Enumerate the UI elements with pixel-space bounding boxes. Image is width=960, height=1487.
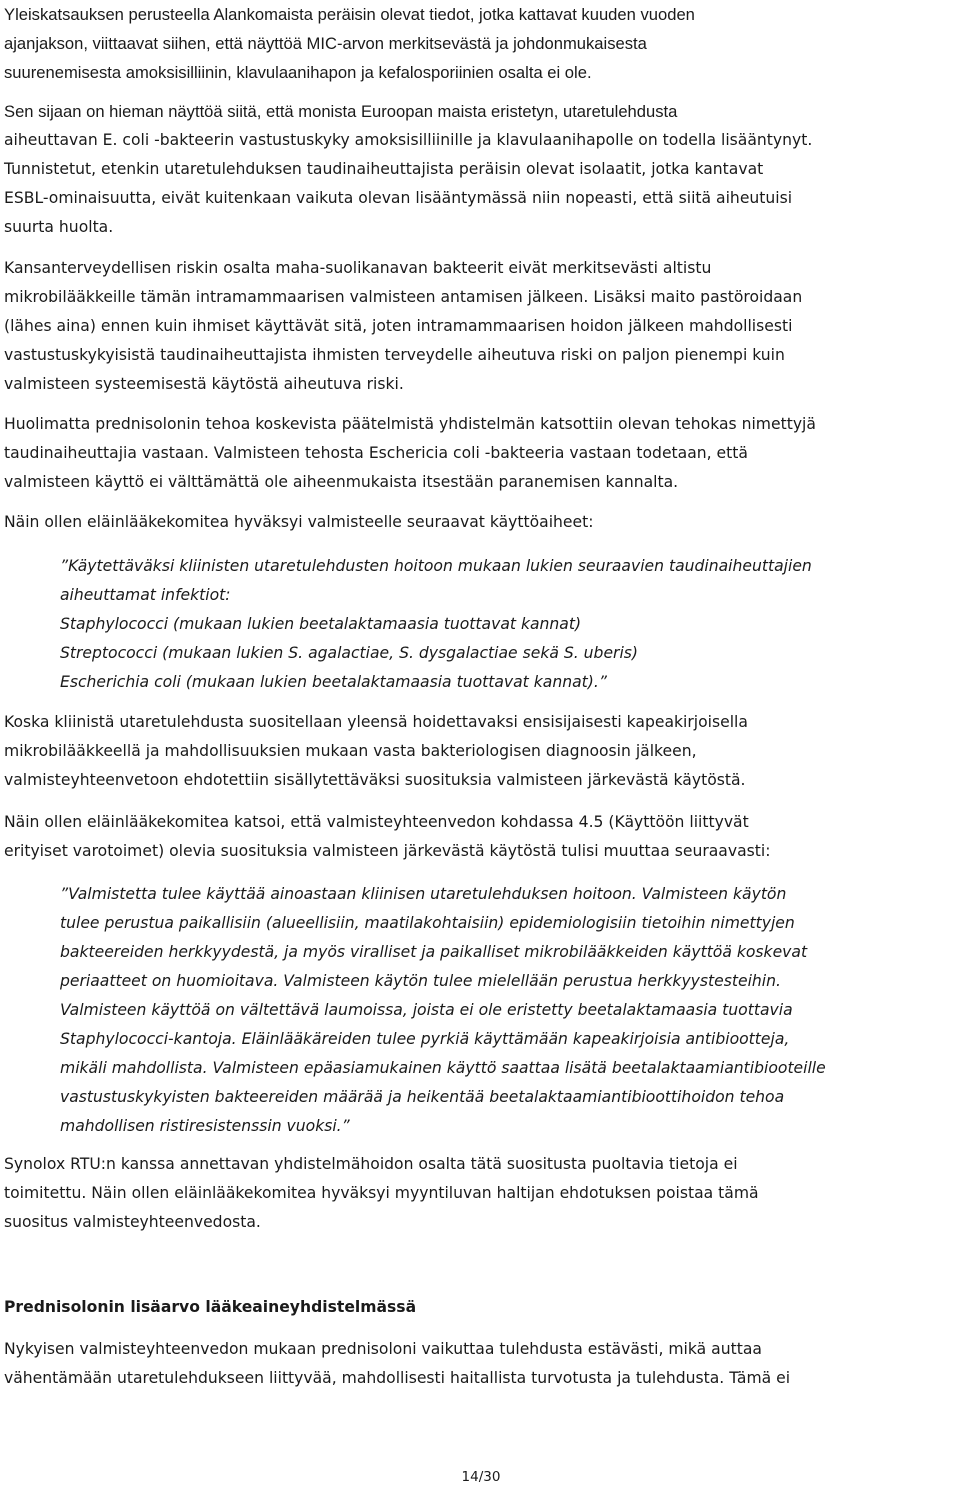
text-line: vähentämään utaretulehdukseen liittyvää, mahdollisesti haitallista turvotusta ja tulehdusta. Tämä ei (4, 1369, 791, 1387)
text-line: aiheuttavan E. coli -bakteerin vastustuskyky amoksisilliinille ja klavulaanihapolle on todella lisääntynyt. (4, 131, 813, 149)
text-line: ”Valmistetta tulee käyttää ainoastaan kliinisen utaretulehduksen hoitoon. Valmisteen käytön (60, 885, 787, 903)
text-line: ”Käytettäväksi kliinisten utaretulehdusten hoitoon mukaan lukien seuraavien taudinaiheuttajien (60, 557, 812, 575)
page-number: 14/30 (461, 1469, 501, 1485)
text-line: mahdollisen ristiresistenssin vuoksi.” (60, 1117, 350, 1135)
text-line: Näin ollen eläinlääkekomitea katsoi, että valmisteyhteenvedon kohdassa 4.5 (Käyttöön liittyvät (4, 813, 749, 831)
paragraph-resistance-overview (4, 0, 958, 87)
section-heading (4, 1293, 958, 1322)
text-line: aiheuttamat infektiot: (60, 586, 231, 604)
text-line: vastustuskykyisten bakteereiden määrää ja heikentää beetalaktaamiantibioottihoidon tehoa (60, 1088, 785, 1106)
quoted-indications (60, 552, 958, 697)
text-line: toimitettu. Näin ollen eläinlääkekomitea hyväksyi myyntiluvan haltijan ehdotuksen poistaa tämä (4, 1184, 759, 1202)
section-heading-text: Prednisolonin lisäarvo lääkeaineyhdistelmässä (4, 1298, 417, 1316)
text-line: suositus valmisteyhteenvedosta. (4, 1213, 261, 1231)
paragraph-indications-intro (4, 508, 958, 537)
paragraph-narrow-spectrum (4, 708, 958, 795)
text-line: valmisteen systeemisestä käytöstä aiheutuva riski. (4, 375, 404, 393)
text-line: ESBL-ominaisuutta, eivät kuitenkaan vaikuta olevan lisääntymässä niin nopeasti, että siitä aiheutuisi (4, 189, 793, 207)
text-line: Escherichia coli (mukaan lukien beetalaktamaasia tuottavat kannat).” (60, 673, 607, 691)
text-line: suurenemisesta amoksisilliinin, klavulaanihapon ja kefalosporiinien osalta ei ole. (4, 63, 592, 82)
text-line: vastustuskykyisistä taudinaiheuttajista ihmisten terveydelle aiheutuva riski on paljon pienempi kuin (4, 346, 785, 364)
text-line: Yleiskatsauksen perusteella Alankomaista peräisin olevat tiedot, jotka kattavat kuuden vuoden (4, 5, 695, 24)
paragraph-efficacy-conclusion (4, 410, 958, 497)
paragraph-section-4-5 (4, 808, 958, 866)
text-line: valmisteen käyttö ei välttämättä ole aiheenmukaista itsestään paranemisen kannalta. (4, 473, 679, 491)
paragraph-public-health-risk (4, 254, 958, 399)
text-line: (lähes aina) ennen kuin ihmiset käyttävät sitä, joten intramammaarisen hoidon jälkeen mahdollisesti (4, 317, 793, 335)
text-line: Valmisteen käyttöä on vältettävä laumoissa, joista ei ole eristetty beetalaktamaasia tuottavia (60, 1001, 793, 1019)
text-line: Koska kliinistä utaretulehdusta suositellaan yleensä hoidettavaksi ensisijaisesti kapeakirjoisella (4, 713, 748, 731)
document-page (4, 0, 958, 1487)
text-line: Näin ollen eläinlääkekomitea hyväksyi valmisteelle seuraavat käyttöaiheet: (4, 513, 594, 531)
text-line: periaatteet on huomioitava. Valmisteen käytön tulee mielellään perustua herkkyystesteihin. (60, 972, 781, 990)
text-line: Nykyisen valmisteyhteenvedon mukaan prednisoloni vaikuttaa tulehdusta estävästi, mikä auttaa (4, 1340, 762, 1358)
text-line: Tunnistetut, etenkin utaretulehduksen taudinaiheuttajista peräisin olevat isolaatit, jotka kantavat (4, 160, 764, 178)
paragraph-prednisolone (4, 1335, 958, 1393)
text-line: ajanjakson, viittaavat siihen, että näyttöä MIC-arvon merkitsevästä ja johdonmukaisesta (4, 34, 647, 53)
text-line: Streptococci (mukaan lukien S. agalactiae, S. dysgalactiae sekä S. uberis) (60, 644, 638, 662)
paragraph-synolox-rtu (4, 1150, 958, 1237)
text-line: Synolox RTU:n kanssa annettavan yhdistelmähoidon osalta tätä suositusta puoltavia tietoja ei (4, 1155, 738, 1173)
text-line: taudinaiheuttajia vastaan. Valmisteen tehosta Eschericia coli -bakteeria vastaan todetaan, että (4, 444, 748, 462)
text-line: Staphylococci (mukaan lukien beetalaktamaasia tuottavat kannat) (60, 615, 582, 633)
text-line: Staphylococci-kantoja. Eläinlääkäreiden tulee pyrkiä käyttämään kapeakirjoisia antibiootteja, (60, 1030, 790, 1048)
text-line: mikrobilääkkeille tämän intramammaarisen valmisteen antamisen jälkeen. Lisäksi maito pastöroidaan (4, 288, 803, 306)
text-line: mikäli mahdollista. Valmisteen epäasiamukainen käyttö saattaa lisätä beetalaktaamiantibiooteille (60, 1059, 826, 1077)
text-line: tulee perustua paikallisiin (alueellisiin, maatilakohtaisiin) epidemiologisiin tietoihin nimettyjen (60, 914, 795, 932)
text-line: bakteereiden herkkyydestä, ja myös viralliset ja paikalliset mikrobilääkkeiden käyttöä koskevat (60, 943, 808, 961)
text-line: suurta huolta. (4, 218, 114, 236)
quoted-precautions (60, 880, 958, 1141)
text-line: Huolimatta prednisolonin tehoa koskevista päätelmistä yhdistelmän katsottiin olevan tehokas nimettyjä (4, 415, 816, 433)
text-line: Sen sijaan on hieman näyttöä siitä, että monista Euroopan maista eristetyn, utaretulehdusta (4, 102, 678, 121)
text-line: mikrobilääkkeellä ja mahdollisuuksien mukaan vasta bakteriologisen diagnoosin jälkeen, (4, 742, 697, 760)
text-line: erityiset varotoimet) olevia suosituksia valmisteen järkevästä käytöstä tulisi muuttaa seuraavasti: (4, 842, 771, 860)
paragraph-ecoli-resistance (4, 97, 958, 242)
text-line: Kansanterveydellisen riskin osalta maha-suolikanavan bakteerit eivät merkitsevästi altistu (4, 259, 712, 277)
text-line: valmisteyhteenvetoon ehdotettiin sisällytettäväksi suosituksia valmisteen järkevästä käytöstä. (4, 771, 746, 789)
